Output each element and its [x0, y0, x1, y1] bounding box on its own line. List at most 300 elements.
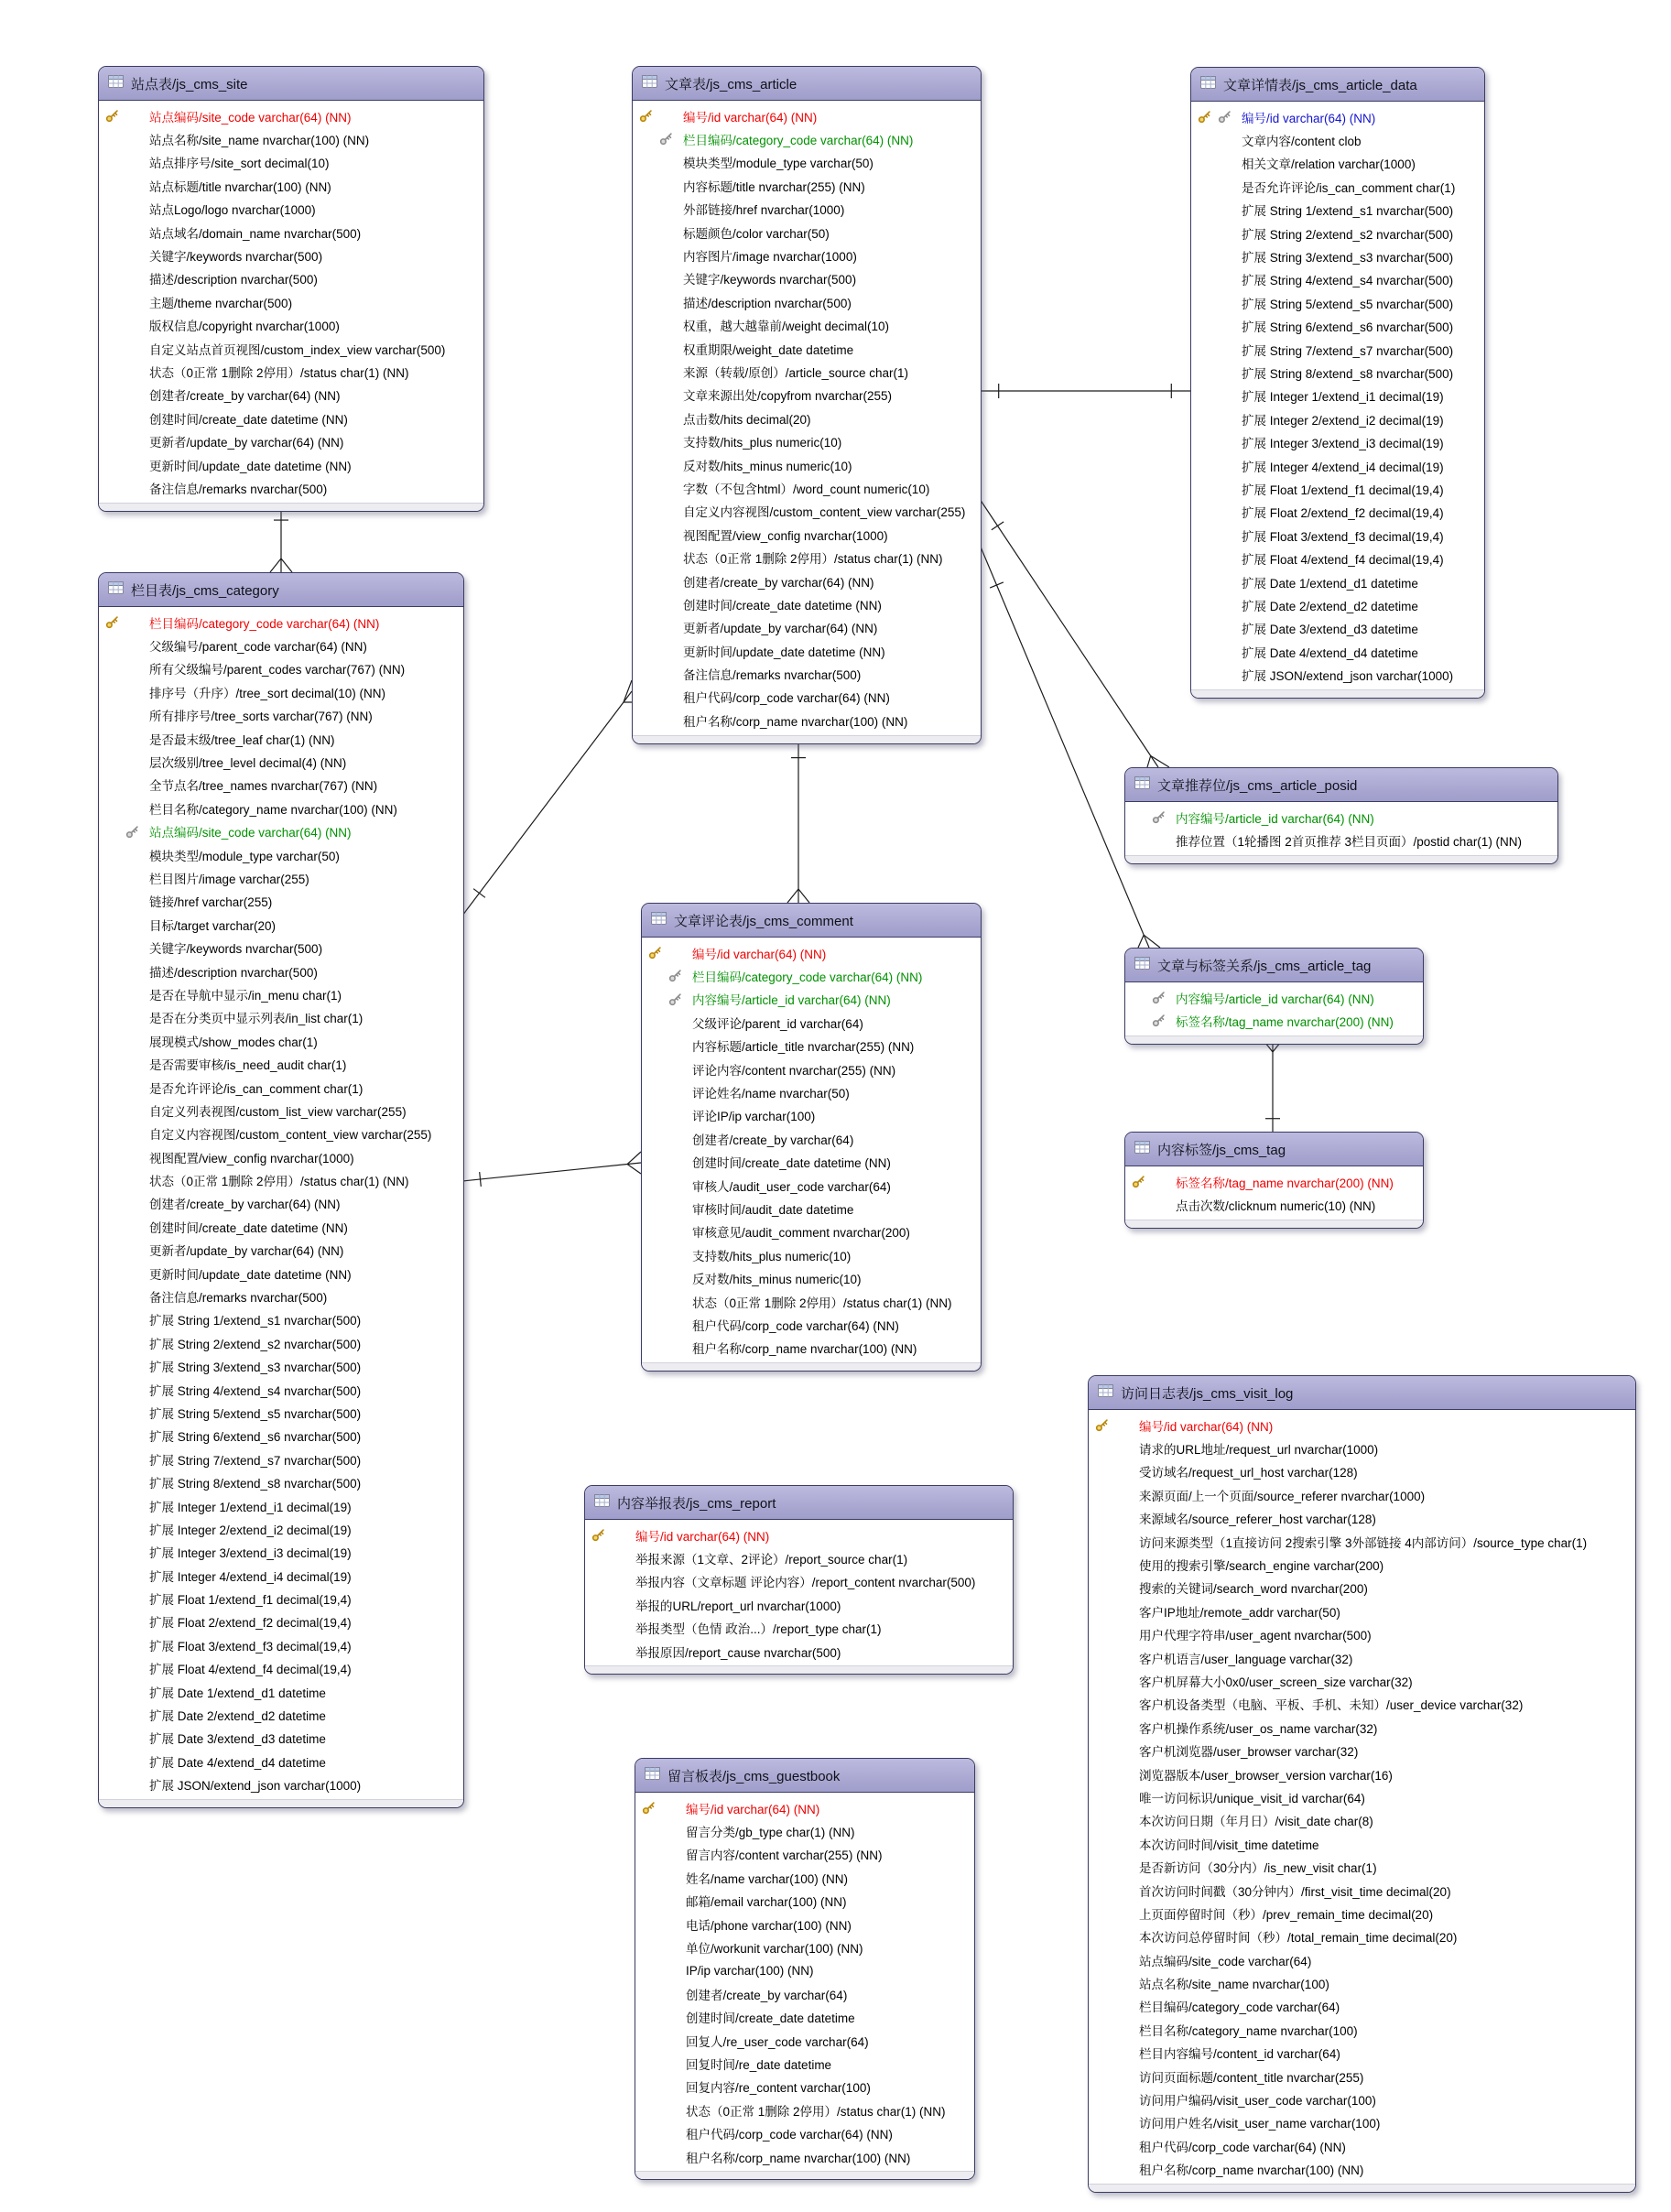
field-row[interactable]	[99, 221, 483, 244]
field-label: 审核时间/audit_date datetime	[692, 1202, 854, 1217]
field-label: 扩展 Date 3/extend_d3 datetime	[149, 1732, 326, 1747]
field-row[interactable]	[99, 611, 463, 634]
field-row[interactable]	[99, 1680, 463, 1703]
field-row[interactable]	[99, 151, 483, 174]
key-icon-cell	[1191, 570, 1242, 593]
field-row[interactable]	[642, 1104, 981, 1127]
field-row[interactable]	[1089, 1483, 1635, 1506]
field-row[interactable]	[99, 360, 483, 383]
field-row[interactable]	[99, 982, 463, 1005]
key-icon-cell	[99, 290, 149, 313]
key-icon-cell	[642, 1104, 692, 1127]
field-row[interactable]	[1191, 477, 1484, 500]
field-row[interactable]	[1191, 222, 1484, 244]
field-label: 栏目名称/category_name nvarchar(100)	[1139, 2023, 1358, 2038]
field-row[interactable]	[99, 704, 463, 727]
key-icon-cell	[1089, 1879, 1139, 1902]
foreign-key-icon	[668, 992, 682, 1009]
entity-header-visit_log[interactable]	[1089, 1376, 1635, 1410]
key-icon-cell	[1191, 199, 1242, 222]
field-row[interactable]	[99, 1657, 463, 1680]
field-row[interactable]	[1191, 128, 1484, 151]
field-row[interactable]	[642, 1035, 981, 1057]
field-row[interactable]	[99, 1727, 463, 1750]
field-row[interactable]	[642, 964, 981, 987]
key-icon-cell	[642, 1313, 692, 1336]
field-row[interactable]	[633, 546, 981, 569]
field-row[interactable]	[1191, 407, 1484, 430]
field-row[interactable]	[585, 1617, 1013, 1640]
field-row[interactable]	[633, 407, 981, 429]
field-row[interactable]	[99, 1122, 463, 1145]
key-icon-cell	[585, 1570, 635, 1593]
field-row[interactable]	[99, 1239, 463, 1262]
field-row[interactable]	[642, 1174, 981, 1197]
field-row[interactable]	[642, 1313, 981, 1336]
field-row[interactable]	[633, 639, 981, 662]
key-icon-cell	[99, 244, 149, 266]
field-row[interactable]	[99, 174, 483, 197]
field-row[interactable]	[99, 1168, 463, 1191]
field-row[interactable]	[99, 314, 483, 337]
field-label: 内容编号/article_id varchar(64) (NN)	[1176, 811, 1374, 826]
field-row[interactable]	[1191, 617, 1484, 640]
entity-header-site[interactable]	[99, 67, 483, 101]
field-row[interactable]	[1191, 570, 1484, 593]
field-row[interactable]	[1089, 1971, 1635, 1994]
field-row[interactable]	[1191, 593, 1484, 616]
field-row[interactable]	[633, 267, 981, 290]
entity-title: 文章详情表/js_cms_article_data	[1223, 77, 1417, 93]
field-row[interactable]	[99, 960, 463, 982]
field-row[interactable]	[99, 657, 463, 680]
field-row[interactable]	[99, 680, 463, 703]
field-row[interactable]	[642, 1290, 981, 1313]
field-row[interactable]	[1191, 385, 1484, 407]
field-label: 全节点名/tree_names nvarchar(767) (NN)	[149, 779, 378, 794]
field-row[interactable]	[635, 2098, 974, 2121]
field-row[interactable]	[99, 1703, 463, 1726]
field-row[interactable]	[99, 1564, 463, 1587]
field-row[interactable]	[585, 1640, 1013, 1663]
field-row[interactable]	[99, 407, 483, 429]
field-row[interactable]	[1089, 1995, 1635, 2018]
primary-key-icon	[1198, 110, 1211, 126]
entity-header-report[interactable]	[585, 1486, 1013, 1520]
field-row[interactable]	[1089, 2111, 1635, 2134]
field-label: 客户机浏览器/user_browser varchar(32)	[1139, 1745, 1359, 1760]
key-icon-cell	[585, 1546, 635, 1569]
table-icon	[1098, 1384, 1113, 1401]
field-row[interactable]	[633, 384, 981, 407]
field-row[interactable]	[1089, 1785, 1635, 1808]
field-row[interactable]	[99, 1773, 463, 1796]
field-label: 更新者/update_by varchar(64) (NN)	[149, 1244, 344, 1259]
field-label: 字数（不包含html）/word_count numeric(10)	[683, 482, 930, 496]
relation-category-comment	[462, 1152, 641, 1187]
key-icon-cell	[99, 611, 149, 634]
field-row[interactable]	[642, 1151, 981, 1174]
entity-field-list	[1125, 982, 1423, 1033]
field-label: 举报内容（文章标题 评论内容）/report_content nvarchar(500)	[635, 1576, 976, 1590]
field-row[interactable]	[1191, 199, 1484, 222]
field-row[interactable]	[635, 2121, 974, 2144]
field-row[interactable]	[635, 1959, 974, 1982]
field-row[interactable]	[99, 913, 463, 936]
field-row[interactable]	[1089, 1902, 1635, 1925]
field-row[interactable]	[99, 1633, 463, 1656]
field-row[interactable]	[1191, 175, 1484, 198]
field-row[interactable]	[99, 1541, 463, 1564]
field-row[interactable]	[635, 1890, 974, 1913]
field-row[interactable]	[99, 1517, 463, 1540]
field-row[interactable]	[1125, 829, 1557, 851]
field-row[interactable]	[633, 592, 981, 615]
field-label: 备注信息/remarks nvarchar(500)	[683, 668, 862, 683]
table-icon	[645, 1767, 660, 1784]
key-icon-cell	[99, 1331, 149, 1354]
field-label: 目标/target varchar(20)	[149, 918, 277, 933]
field-row[interactable]	[635, 1843, 974, 1866]
field-row[interactable]	[1089, 1739, 1635, 1762]
field-row[interactable]	[99, 1470, 463, 1493]
key-icon-cell	[99, 1145, 149, 1168]
field-row[interactable]	[99, 429, 483, 452]
field-row[interactable]	[99, 1610, 463, 1633]
entity-header-tag[interactable]	[1125, 1133, 1423, 1166]
field-label: 是否需要审核/is_need_audit char(1)	[149, 1058, 347, 1073]
field-label: 回复时间/re_date datetime	[686, 2057, 832, 2072]
field-row[interactable]	[642, 1197, 981, 1220]
key-icon-cell	[1191, 268, 1242, 291]
field-row[interactable]	[1089, 2158, 1635, 2181]
table-icon	[1134, 1141, 1150, 1157]
field-row[interactable]	[635, 1866, 974, 1889]
field-row[interactable]	[99, 1099, 463, 1122]
field-row[interactable]	[99, 104, 483, 127]
field-row[interactable]	[1089, 1948, 1635, 1971]
field-label: 描述/description nvarchar(500)	[149, 273, 318, 287]
key-icon-cell	[99, 866, 149, 889]
field-row[interactable]	[1191, 291, 1484, 314]
field-row[interactable]	[99, 1494, 463, 1517]
field-row[interactable]	[1089, 1577, 1635, 1599]
foreign-key-icon	[668, 969, 682, 985]
field-row[interactable]	[633, 174, 981, 197]
field-row[interactable]	[1089, 1437, 1635, 1459]
entity-category[interactable]	[98, 572, 464, 1808]
field-row[interactable]	[1089, 1530, 1635, 1553]
field-label: 状态（0正常 1删除 2停用）/status char(1) (NN)	[149, 1175, 409, 1189]
key-icon-cell	[1089, 1855, 1139, 1878]
field-row[interactable]	[633, 360, 981, 383]
field-row[interactable]	[633, 500, 981, 523]
field-row[interactable]	[635, 1819, 974, 1842]
field-row[interactable]	[635, 1982, 974, 2005]
field-row[interactable]	[99, 1308, 463, 1331]
field-row[interactable]	[585, 1523, 1013, 1546]
key-icon-cell	[1191, 617, 1242, 640]
field-row[interactable]	[635, 1936, 974, 1958]
entity-header-article_tag[interactable]	[1125, 949, 1423, 982]
entity-report[interactable]	[584, 1485, 1014, 1675]
field-row[interactable]	[99, 1285, 463, 1307]
key-icon-cell	[1089, 1460, 1139, 1483]
key-icon-cell	[1191, 152, 1242, 175]
field-row[interactable]	[635, 1796, 974, 1819]
field-row[interactable]	[642, 1243, 981, 1266]
key-icon-cell	[633, 429, 683, 452]
field-row[interactable]	[99, 1006, 463, 1029]
field-row[interactable]	[633, 662, 981, 685]
entity-article_tag[interactable]	[1124, 948, 1424, 1045]
field-row[interactable]	[642, 1266, 981, 1289]
field-row[interactable]	[1089, 1507, 1635, 1530]
field-row[interactable]	[1089, 1646, 1635, 1669]
entity-title: 留言板表/js_cms_guestbook	[667, 1768, 841, 1784]
field-row[interactable]	[99, 384, 483, 407]
field-row[interactable]	[633, 151, 981, 174]
entity-header-guestbook[interactable]	[635, 1759, 974, 1793]
entity-header-article_posid[interactable]	[1125, 768, 1557, 802]
entity-article[interactable]	[632, 66, 982, 744]
field-row[interactable]	[1089, 2018, 1635, 2041]
key-icon-cell	[99, 384, 149, 407]
field-row[interactable]	[633, 686, 981, 709]
field-row[interactable]	[99, 1355, 463, 1378]
field-row[interactable]	[99, 843, 463, 866]
field-row[interactable]	[1089, 1879, 1635, 1902]
field-row[interactable]	[1089, 1832, 1635, 1855]
field-row[interactable]	[1191, 663, 1484, 686]
field-row[interactable]	[1191, 244, 1484, 267]
field-row[interactable]	[99, 774, 463, 797]
key-icon-cell	[99, 936, 149, 959]
field-row[interactable]	[1089, 1762, 1635, 1785]
field-row[interactable]	[642, 1220, 981, 1243]
field-row[interactable]	[1191, 315, 1484, 338]
field-row[interactable]	[1089, 1460, 1635, 1483]
field-row[interactable]	[99, 1401, 463, 1424]
field-label: 扩展 Date 1/extend_d1 datetime	[1242, 576, 1418, 591]
field-row[interactable]	[99, 1378, 463, 1401]
field-row[interactable]	[99, 1448, 463, 1470]
field-row[interactable]	[99, 727, 463, 750]
field-row[interactable]	[1191, 152, 1484, 175]
key-icon-cell	[1089, 1971, 1139, 1994]
field-row[interactable]	[1089, 1855, 1635, 1878]
field-label: 备注信息/remarks nvarchar(500)	[149, 1291, 328, 1306]
field-row[interactable]	[642, 1080, 981, 1103]
field-row[interactable]	[1089, 1414, 1635, 1437]
field-row[interactable]	[633, 453, 981, 476]
field-row[interactable]	[99, 1587, 463, 1610]
field-label: 留言分类/gb_type char(1) (NN)	[686, 1826, 855, 1840]
field-row[interactable]	[635, 2006, 974, 2029]
key-icon-cell	[635, 2029, 686, 2052]
table-icon	[108, 75, 124, 92]
field-row[interactable]	[642, 988, 981, 1011]
field-row[interactable]	[1191, 338, 1484, 361]
field-row[interactable]	[99, 476, 483, 499]
entity-header-category[interactable]	[99, 573, 463, 607]
field-row[interactable]	[635, 2052, 974, 2075]
field-row[interactable]	[99, 1331, 463, 1354]
entity-site[interactable]	[98, 66, 484, 512]
field-label: 反对数/hits_minus numeric(10)	[683, 459, 852, 473]
field-row[interactable]	[633, 523, 981, 546]
field-row[interactable]	[99, 1192, 463, 1215]
field-row[interactable]	[1089, 1599, 1635, 1622]
relation-article-comment	[787, 738, 809, 903]
field-row[interactable]	[1191, 640, 1484, 663]
field-label: 扩展 Float 2/extend_f2 decimal(19,4)	[1242, 506, 1444, 521]
field-row[interactable]	[633, 104, 981, 127]
field-label: 扩展 String 3/extend_s3 nvarchar(500)	[1242, 251, 1454, 266]
entity-article_posid[interactable]	[1124, 767, 1558, 864]
field-row[interactable]	[99, 1052, 463, 1075]
field-row[interactable]	[99, 453, 483, 476]
field-label: 标签名称/tag_name nvarchar(200) (NN)	[1176, 1176, 1394, 1190]
field-row[interactable]	[1191, 105, 1484, 128]
field-row[interactable]	[585, 1570, 1013, 1593]
field-row[interactable]	[585, 1546, 1013, 1569]
field-row[interactable]	[99, 1750, 463, 1773]
field-row[interactable]	[635, 2076, 974, 2098]
field-row[interactable]	[585, 1593, 1013, 1616]
field-label: 文章内容/content clob	[1242, 135, 1362, 149]
field-row[interactable]	[99, 127, 483, 150]
field-row[interactable]	[1125, 986, 1423, 1009]
field-row[interactable]	[99, 820, 463, 843]
field-row[interactable]	[1089, 2087, 1635, 2110]
key-icon-cell	[99, 1610, 149, 1633]
field-row[interactable]	[99, 797, 463, 819]
field-row[interactable]	[633, 221, 981, 244]
field-row[interactable]	[633, 127, 981, 150]
field-row[interactable]	[1089, 1669, 1635, 1692]
key-icon-cell	[635, 2052, 686, 2075]
field-row[interactable]	[1089, 1553, 1635, 1576]
field-label: 评论姓名/name nvarchar(50)	[692, 1087, 850, 1101]
key-icon-cell	[635, 2098, 686, 2121]
key-icon-cell	[99, 1494, 149, 1517]
field-row[interactable]	[633, 290, 981, 313]
field-row[interactable]	[99, 1262, 463, 1285]
key-icon-cell	[642, 1057, 692, 1080]
field-row[interactable]	[1089, 2065, 1635, 2087]
field-row[interactable]	[633, 314, 981, 337]
field-row[interactable]	[99, 267, 483, 290]
field-row[interactable]	[99, 337, 483, 360]
field-row[interactable]	[1125, 1009, 1423, 1032]
field-row[interactable]	[1089, 1925, 1635, 1948]
field-row[interactable]	[1125, 806, 1557, 829]
field-row[interactable]	[99, 890, 463, 913]
field-row[interactable]	[1089, 1809, 1635, 1832]
field-row[interactable]	[1125, 1193, 1423, 1216]
field-label: 访问来源类型（1直接访问 2搜索引擎 3外部链接 4内部访问）/source_type char(1)	[1139, 1535, 1588, 1550]
field-label: 站点Logo/logo nvarchar(1000)	[149, 203, 316, 218]
field-row[interactable]	[99, 936, 463, 959]
field-row[interactable]	[1191, 454, 1484, 477]
field-row[interactable]	[99, 290, 483, 313]
field-row[interactable]	[633, 337, 981, 360]
field-row[interactable]	[633, 616, 981, 639]
field-row[interactable]	[1191, 268, 1484, 291]
entity-tag[interactable]	[1124, 1132, 1424, 1229]
field-row[interactable]	[1089, 2042, 1635, 2065]
field-row[interactable]	[99, 1215, 463, 1238]
field-row[interactable]	[1089, 2134, 1635, 2157]
field-row[interactable]	[1089, 1716, 1635, 1739]
field-row[interactable]	[633, 569, 981, 592]
field-row[interactable]	[1191, 501, 1484, 524]
field-row[interactable]	[99, 244, 483, 266]
field-row[interactable]	[635, 2145, 974, 2168]
field-row[interactable]	[1191, 361, 1484, 384]
field-row[interactable]	[1089, 1693, 1635, 1716]
entity-header-comment[interactable]	[642, 904, 981, 938]
field-row[interactable]	[99, 866, 463, 889]
field-row[interactable]	[99, 1425, 463, 1448]
field-row[interactable]	[642, 1337, 981, 1360]
field-row[interactable]	[1191, 430, 1484, 453]
field-row[interactable]	[99, 1145, 463, 1168]
field-row[interactable]	[99, 750, 463, 773]
key-icon-cell	[99, 982, 149, 1005]
key-icon-cell	[1191, 222, 1242, 244]
field-row[interactable]	[635, 2029, 974, 2052]
field-label: 创建者/create_by varchar(64) (NN)	[149, 389, 341, 404]
field-row[interactable]	[642, 941, 981, 964]
field-row[interactable]	[642, 1127, 981, 1150]
field-label: 扩展 Date 3/extend_d3 datetime	[1242, 623, 1418, 637]
field-row[interactable]	[1125, 1170, 1423, 1193]
field-row[interactable]	[1191, 524, 1484, 547]
field-row[interactable]	[633, 198, 981, 221]
field-label: 扩展 String 7/extend_s7 nvarchar(500)	[1242, 343, 1454, 358]
entity-header-article[interactable]	[633, 67, 981, 101]
field-row[interactable]	[1191, 547, 1484, 569]
field-row[interactable]	[642, 1057, 981, 1080]
field-row[interactable]	[99, 198, 483, 221]
entity-visit_log[interactable]	[1088, 1375, 1636, 2193]
field-row[interactable]	[633, 476, 981, 499]
field-row[interactable]	[99, 1029, 463, 1052]
entity-header-article_data[interactable]	[1191, 68, 1484, 102]
key-icon-cell	[633, 686, 683, 709]
foreign-key-icon	[1218, 110, 1232, 126]
field-row[interactable]	[99, 1076, 463, 1099]
entity-article_data[interactable]	[1190, 67, 1485, 699]
field-row[interactable]	[633, 709, 981, 732]
entity-guestbook[interactable]	[635, 1758, 975, 2180]
key-icon-cell	[642, 1011, 692, 1034]
entity-field-list	[99, 101, 483, 500]
field-row[interactable]	[633, 244, 981, 266]
entity-comment[interactable]	[641, 903, 982, 1372]
key-icon-cell	[99, 104, 149, 127]
field-row[interactable]	[635, 1913, 974, 1936]
field-row[interactable]	[1089, 1623, 1635, 1646]
field-label: 扩展 String 3/extend_s3 nvarchar(500)	[149, 1361, 362, 1375]
field-label: 扩展 Integer 4/extend_i4 decimal(19)	[149, 1569, 352, 1584]
field-row[interactable]	[642, 1011, 981, 1034]
field-row[interactable]	[99, 634, 463, 656]
field-row[interactable]	[633, 429, 981, 452]
key-icon-cell	[99, 1448, 149, 1470]
